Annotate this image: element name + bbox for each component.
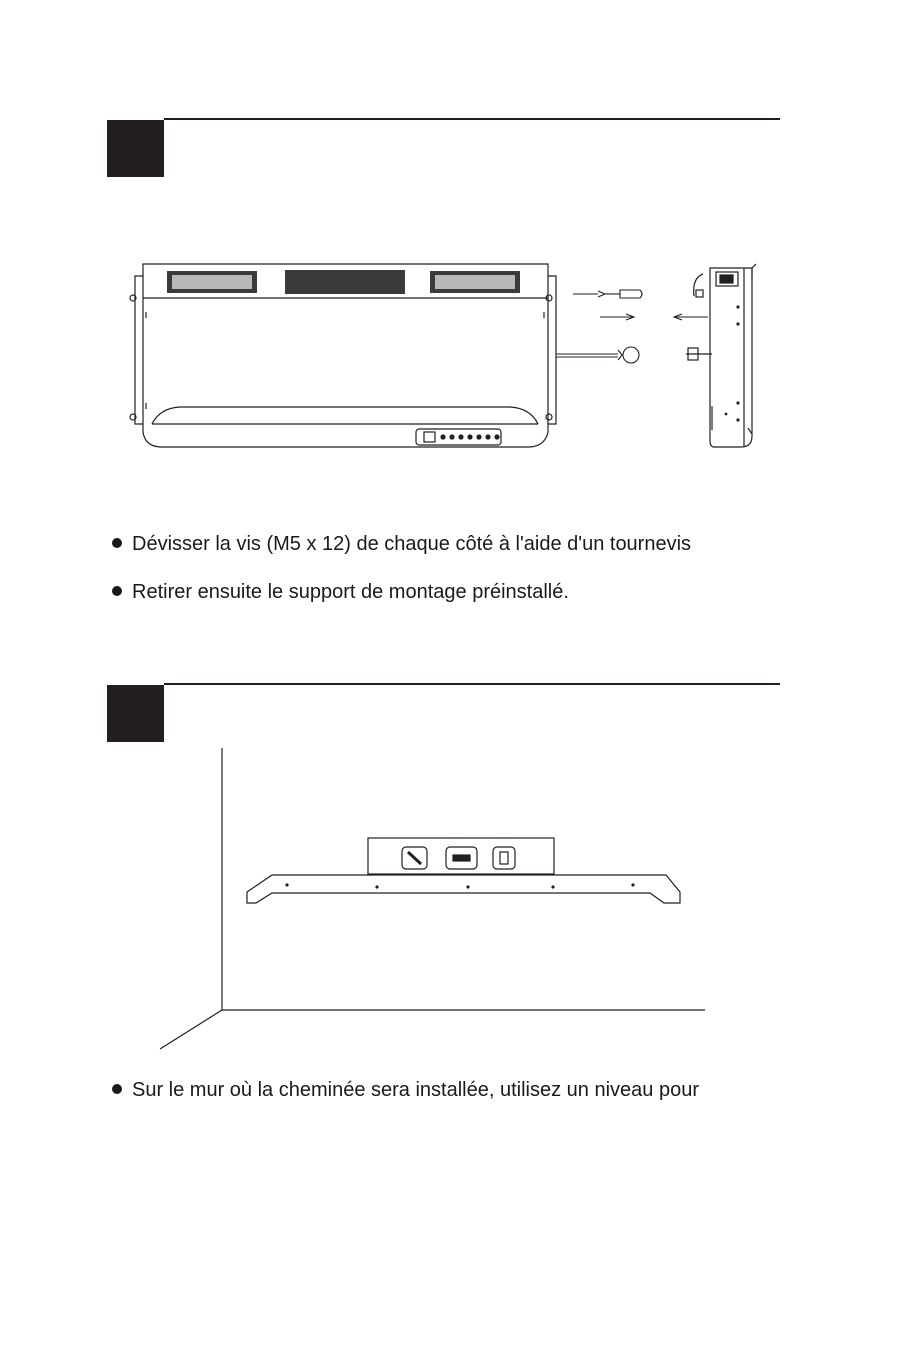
step-2-instruction-1-text: Sur le mur où la cheminée sera installée, utilisez un niveau pour — [132, 1079, 699, 1101]
step-2-instruction-1 — [112, 1078, 699, 1102]
bullet-icon — [112, 1084, 122, 1094]
step-1-instruction-2-text: Retirer ensuite le support de montage préinstallé. — [132, 581, 569, 603]
step-1-instruction-1-text: Dévisser la vis (M5 x 12) de chaque côté à l'aide d'un tournevis — [132, 533, 692, 555]
